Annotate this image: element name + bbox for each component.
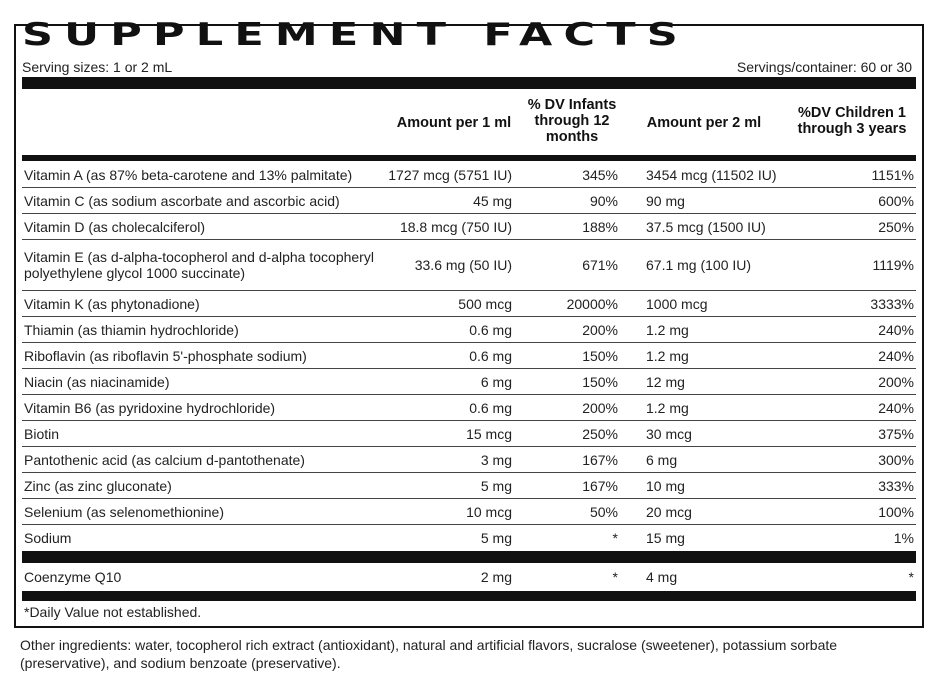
header-amount-1ml: Amount per 1 ml — [396, 115, 512, 131]
nutrient-name: Vitamin A (as 87% beta-carotene and 13% palmitate) — [24, 166, 353, 183]
table-row — [22, 447, 916, 473]
table-row — [22, 564, 916, 589]
table-row — [22, 317, 916, 343]
supplement-facts-panel — [14, 17, 924, 628]
thick-divider-middle — [22, 551, 916, 563]
amount-1ml: 18.8 mcg (750 IU) — [399, 218, 512, 235]
nutrient-name: Riboflavin (as riboflavin 5'-phosphate sodium) — [24, 347, 307, 364]
amount-2ml: 30 mcg — [646, 425, 692, 442]
nutrient-name: Zinc (as zinc gluconate) — [24, 477, 172, 494]
nutrient-name: Pantothenic acid (as calcium d-pantothenate) — [24, 451, 305, 468]
amount-2ml: 3454 mcg (11502 IU) — [646, 166, 777, 183]
dv-infants: 90% — [589, 192, 618, 209]
dv-children: 1119% — [872, 257, 914, 273]
amount-1ml: 0.6 mg — [469, 399, 512, 416]
dv-infants: 20000% — [566, 295, 618, 312]
table-row — [22, 421, 916, 447]
amount-2ml: 90 mg — [646, 192, 685, 209]
table-row — [22, 240, 916, 291]
daily-value-footnote: *Daily Value not established. — [24, 604, 202, 620]
dv-children: 240% — [878, 399, 914, 416]
nutrient-name: Vitamin D (as cholecalciferol) — [24, 218, 206, 235]
dv-infants: 188% — [582, 218, 618, 235]
amount-1ml: 33.6 mg (50 IU) — [414, 257, 512, 273]
dv-infants: 200% — [582, 399, 618, 416]
amount-1ml: 15 mcg — [466, 425, 512, 442]
amount-2ml: 4 mg — [646, 568, 678, 585]
amount-2ml: 10 mg — [646, 477, 685, 494]
servings-per-container: Servings/container: 60 or 30 — [736, 59, 912, 75]
dv-children: 3333% — [870, 295, 914, 312]
dv-infants: 200% — [582, 321, 618, 338]
dv-infants: 250% — [582, 425, 618, 442]
nutrient-name: Vitamin B6 (as pyridoxine hydrochloride) — [24, 399, 276, 416]
dv-children: * — [908, 568, 914, 585]
table-row — [22, 473, 916, 499]
amount-1ml: 3 mg — [480, 451, 512, 468]
table-row — [22, 395, 916, 421]
other-ingredients: Other ingredients: water, tocopherol rich extract (antioxidant), natural and artificial flavors, sucralose (sweetener), potassium sorbate (preservative), and sodium benzoate (preservative). — [20, 637, 838, 671]
amount-1ml: 45 mg — [473, 192, 512, 209]
header-divider — [22, 155, 916, 161]
header-amount-2ml: Amount per 2 ml — [646, 115, 762, 131]
amount-2ml: 67.1 mg (100 IU) — [646, 257, 752, 273]
dv-children: 240% — [878, 347, 914, 364]
dv-children: 250% — [878, 218, 914, 235]
table-row — [22, 291, 916, 317]
dv-children: 375% — [878, 425, 914, 442]
panel-title: SUPPLEMENT FACTS — [22, 17, 689, 54]
nutrient-name: Niacin (as niacinamide) — [24, 373, 170, 390]
thick-divider-top — [22, 77, 916, 89]
table-row — [22, 369, 916, 395]
header-dv-children: %DV Children 1 through 3 years — [797, 105, 907, 137]
amount-2ml: 12 mg — [646, 373, 685, 390]
amount-1ml: 1727 mcg (5751 IU) — [388, 166, 512, 183]
dv-infants: 150% — [582, 347, 618, 364]
amount-1ml: 5 mg — [480, 477, 512, 494]
amount-1ml: 0.6 mg — [469, 321, 512, 338]
dv-children: 333% — [878, 477, 914, 494]
nutrient-name: Vitamin C (as sodium ascorbate and ascorbic acid) — [24, 192, 340, 209]
dv-infants: 167% — [582, 451, 618, 468]
dv-children: 1151% — [871, 166, 914, 183]
dv-children: 100% — [878, 503, 914, 520]
nutrient-name: Sodium — [24, 529, 72, 546]
table-row — [22, 525, 916, 550]
amount-2ml: 20 mcg — [646, 503, 692, 520]
dv-children: 600% — [878, 192, 914, 209]
amount-2ml: 1.2 mg — [646, 399, 689, 416]
table-row — [22, 499, 916, 525]
dv-infants: 345% — [582, 166, 618, 183]
table-row — [22, 214, 916, 240]
amount-1ml: 10 mcg — [466, 503, 512, 520]
dv-infants: 150% — [582, 373, 618, 390]
amount-1ml: 6 mg — [480, 373, 512, 390]
nutrient-name: Biotin — [24, 425, 60, 442]
dv-infants: 50% — [589, 503, 618, 520]
dv-infants: * — [612, 529, 618, 546]
amount-2ml: 6 mg — [646, 451, 678, 468]
dv-children: 300% — [878, 451, 914, 468]
thick-divider-bottom — [22, 591, 916, 601]
amount-1ml: 2 mg — [480, 568, 512, 585]
nutrient-name: Vitamin K (as phytonadione) — [24, 295, 200, 312]
amount-2ml: 37.5 mcg (1500 IU) — [646, 218, 766, 235]
table-row — [22, 343, 916, 369]
serving-size: Serving sizes: 1 or 2 mL — [22, 59, 173, 75]
dv-infants: 167% — [582, 477, 618, 494]
nutrient-name: Selenium (as selenomethionine) — [24, 503, 224, 520]
dv-children: 200% — [878, 373, 914, 390]
amount-1ml: 5 mg — [480, 529, 512, 546]
table-row — [22, 188, 916, 214]
amount-2ml: 1.2 mg — [646, 321, 689, 338]
header-dv-infants: % DV Infants through 12 months — [527, 97, 617, 145]
dv-infants: 671% — [582, 257, 618, 273]
amount-1ml: 0.6 mg — [469, 347, 512, 364]
amount-2ml: 1000 mcg — [646, 295, 708, 312]
dv-infants: * — [612, 568, 618, 585]
amount-2ml: 1.2 mg — [646, 347, 689, 364]
nutrient-name: Coenzyme Q10 — [24, 568, 122, 585]
dv-children: 240% — [878, 321, 914, 338]
nutrient-name: Thiamin (as thiamin hydrochloride) — [24, 321, 239, 338]
amount-2ml: 15 mg — [646, 529, 685, 546]
nutrient-name: Vitamin E (as d-alpha-tocopherol and d-alpha tocopheryl polyethylene glycol 1000 succinate) — [24, 249, 374, 281]
dv-children: 1% — [893, 529, 914, 546]
table-row — [22, 162, 916, 188]
amount-1ml: 500 mcg — [458, 295, 512, 312]
